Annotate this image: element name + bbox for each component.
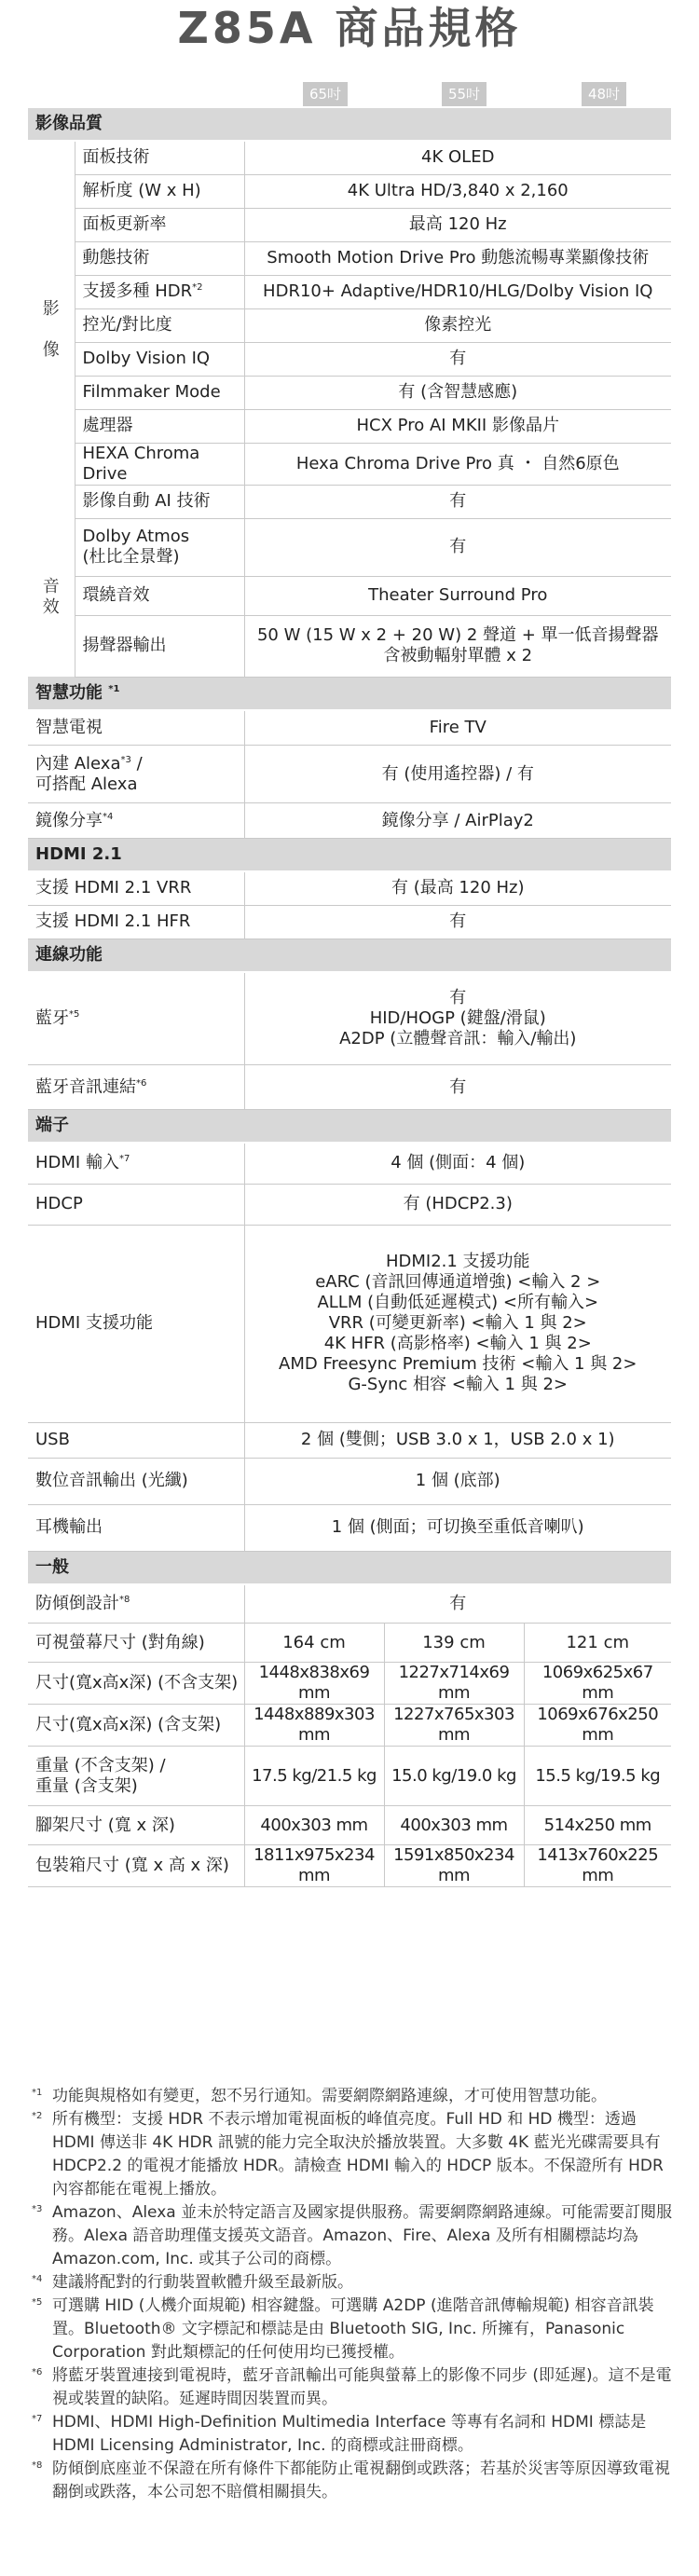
footnote-text: 將藍牙裝置連接到電視時，藍牙音訊輸出可能與螢幕上的影像不同步 (即延遲)。這不是電視或裝置的缺陷。延遲時間因裝置而異。	[52, 2366, 672, 2408]
size-header-48: 48吋	[582, 82, 626, 106]
spec-label: 鏡像分享$^{*4}$	[28, 803, 244, 839]
spec-label: 包裝箱尺寸 (寬 x 高 x 深)	[28, 1845, 244, 1887]
spec-value: 有	[244, 905, 671, 939]
spec-value: Smooth Motion Drive Pro 動態流暢專業顯像技術	[244, 241, 671, 275]
footnote-mark: *4	[32, 2274, 43, 2284]
spec-value: 2 個 (雙側；USB 3.0 x 1，USB 2.0 x 1)	[244, 1422, 671, 1458]
section-title: 連線功能	[28, 939, 671, 972]
size-value: 121 cm	[524, 1624, 671, 1663]
size-value: 15.5 kg/19.5 kg	[524, 1747, 671, 1806]
spec-label: 尺寸(寬x高x深) (含支架)	[28, 1705, 244, 1747]
spec-label: 環繞音效	[75, 576, 244, 615]
size-value: 1227x765x303 mm	[384, 1705, 524, 1747]
table-row	[28, 1806, 671, 1845]
size-value: 1448x889x303 mm	[244, 1705, 384, 1747]
spec-label: 智慧電視	[28, 710, 244, 746]
spec-label: 支援 HDMI 2.1 VRR	[28, 871, 244, 905]
spec-value: 4K Ultra HD/3,840 x 2,160	[244, 174, 671, 208]
section-title: 智慧功能 $^{*1}$	[28, 677, 671, 710]
footnote-mark: *7	[32, 2414, 43, 2424]
spec-label: 面板技術	[75, 141, 244, 174]
footnote	[32, 2108, 675, 2201]
table-row	[28, 1705, 671, 1747]
footnote-text: Amazon、Alexa 並未於特定語言及國家提供服務。需要網際網路連線。可能需要訂閱服務。Alexa 語音助理僅支援英文語音。Amazon、Fire、Alexa 及所有相關標誌均為 Amazon.com, Inc. 或其子公司的商標。	[52, 2203, 673, 2268]
spec-label: 動態技術	[75, 241, 244, 275]
size-header-55: 55吋	[442, 82, 487, 106]
size-value: 1591x850x234 mm	[384, 1845, 524, 1887]
spec-label: 尺寸(寬x高x深) (不含支架)	[28, 1663, 244, 1705]
size-value: 164 cm	[244, 1624, 384, 1663]
spec-value: Fire TV	[244, 710, 671, 746]
size-value: 400x303 mm	[244, 1806, 384, 1845]
group-label-picture: 影 像	[42, 299, 60, 360]
footnotes	[32, 2085, 675, 2504]
spec-label: 防傾倒設計$^{*8}$	[28, 1584, 244, 1624]
footnote-text: 功能與規格如有變更，恕不另行通知。需要網際網路連線，才可使用智慧功能。	[52, 2087, 607, 2105]
table-row	[28, 1624, 671, 1663]
spec-value: HCX Pro AI MKII 影像晶片	[244, 409, 671, 443]
spec-value: 有	[244, 518, 671, 576]
spec-label: 面板更新率	[75, 208, 244, 241]
spec-value: 鏡像分享 / AirPlay2	[244, 803, 671, 839]
footnote-text: 所有機型：支援 HDR 不表示增加電視面板的峰值亮度。Full HD 和 HD 機型：透過 HDMI 傳送非 4K HDR 訊號的能力完全取決於播放裝置。大多數 4K 藍光光碟需要具有 HDCP2.2 的電視才能播放 HDR。請檢查 HDMI 輸入的 HDCP 版本。不保證所有 HDR 內容都能在電視上播放。	[52, 2110, 664, 2199]
section-title: 端子	[28, 1110, 671, 1144]
size-value: 1413x760x225 mm	[524, 1845, 671, 1887]
spec-value: HDMI2.1 支援功能 eARC (音訊回傳通道增強) <輸入 2 > ALLM (自動低延遲模式) <所有輸入> VRR (可變更新率) <輸入 1 與 2> 4K HFR (高影格率) <輸入 1 與 2> AMD Freesync Premium 技術 <輸入 1 與 2> G-Sync 相容 <輸入 1 與 2>	[244, 1225, 671, 1422]
spec-label: 揚聲器輸出	[75, 615, 244, 677]
size-value: 400x303 mm	[384, 1806, 524, 1845]
spec-label: HDMI 輸入$^{*7}$	[28, 1143, 244, 1184]
spec-label: 藍牙$^{*5}$	[28, 972, 244, 1065]
spec-label: 支援多種 HDR$^{*2}$	[75, 275, 244, 308]
spec-label: Filmmaker Mode	[75, 376, 244, 409]
spec-value: 像素控光	[244, 308, 671, 342]
spec-value: 有	[244, 1065, 671, 1110]
spec-value: HDR10+ Adaptive/HDR10/HLG/Dolby Vision IQ	[244, 275, 671, 308]
spec-value: 4K OLED	[244, 141, 671, 174]
size-header-65: 65吋	[303, 82, 348, 106]
spec-label: Dolby Atmos (杜比全景聲)	[75, 518, 244, 576]
spec-value: 1 個 (側面；可切換至重低音喇叭)	[244, 1504, 671, 1551]
spec-value: 有 (含智慧感應)	[244, 376, 671, 409]
section-title: 一般	[28, 1551, 671, 1584]
footnote	[32, 2364, 675, 2411]
footnote-mark: *1	[32, 2088, 43, 2098]
spec-value: 有 (使用遙控器) / 有	[244, 746, 671, 803]
size-value: 15.0 kg/19.0 kg	[384, 1747, 524, 1806]
spec-label: HDCP	[28, 1184, 244, 1225]
spec-value: 有 (HDCP2.3)	[244, 1184, 671, 1225]
footnote	[32, 2201, 675, 2271]
footnote	[32, 2085, 675, 2108]
footnote-text: 建議將配對的行動裝置軟體升級至最新版。	[52, 2273, 353, 2292]
spec-label: 支援 HDMI 2.1 HFR	[28, 905, 244, 939]
spec-value: 有	[244, 1584, 671, 1624]
spec-value: 50 W (15 W x 2 + 20 W) 2 聲道 + 單一低音揚聲器 含被動輻射單體 x 2	[244, 615, 671, 677]
general-size-rows	[28, 1624, 671, 1887]
spec-value: Hexa Chroma Drive Pro 真 ・ 自然6原色	[244, 443, 671, 485]
table-row	[28, 1663, 671, 1705]
footnote-mark: *8	[32, 2460, 43, 2471]
footnote-mark: *6	[32, 2367, 43, 2377]
spec-value: 有	[244, 485, 671, 518]
spec-value: 有 HID/HOGP (鍵盤/滑鼠) A2DP (立體聲音訊：輸入/輸出)	[244, 972, 671, 1065]
table-row	[28, 1747, 671, 1806]
footnote	[32, 2411, 675, 2458]
spec-value: 有	[244, 342, 671, 376]
spec-value: 有 (最高 120 Hz)	[244, 871, 671, 905]
table-row	[28, 1845, 671, 1887]
size-value: 514x250 mm	[524, 1806, 671, 1845]
spec-label: 控光/對比度	[75, 308, 244, 342]
audio-section	[28, 518, 671, 677]
spec-table	[28, 108, 671, 1887]
spec-label: 藍牙音訊連結$^{*6}$	[28, 1065, 244, 1110]
footnote	[32, 2271, 675, 2295]
spec-value: 4 個 (側面：4 個)	[244, 1143, 671, 1184]
spec-label: 內建 Alexa$^{*3}$ / 可搭配 Alexa	[28, 746, 244, 803]
size-value: 1227x714x69 mm	[384, 1663, 524, 1705]
spec-label: 影像自動 AI 技術	[75, 485, 244, 518]
spec-label: 腳架尺寸 (寬 x 深)	[28, 1806, 244, 1845]
picture-section	[28, 108, 671, 518]
spec-label: 處理器	[75, 409, 244, 443]
footnote-mark: *3	[32, 2204, 43, 2214]
footnote-text: 可選購 HID (人機介面規範) 相容鍵盤。可選購 A2DP (進階音訊傳輸規範) 相容音訊裝置。Bluetooth® 文字標記和標誌是由 Bluetooth SIG, Inc. 所擁有，Panasonic Corporation 對此類標記的任何使用均已獲授權。	[52, 2296, 654, 2362]
spec-label: HDMI 支援功能	[28, 1225, 244, 1422]
footnote-mark: *5	[32, 2297, 43, 2308]
size-value: 17.5 kg/21.5 kg	[244, 1747, 384, 1806]
footnote	[32, 2458, 675, 2504]
spec-value: 1 個 (底部)	[244, 1458, 671, 1504]
spec-label: 解析度 (W x H)	[75, 174, 244, 208]
spec-label: HEXA Chroma Drive	[75, 443, 244, 485]
group-label-audio: 音 效	[42, 577, 60, 617]
size-value: 1069x625x67 mm	[524, 1663, 671, 1705]
footnote	[32, 2295, 675, 2364]
spec-label: 可視螢幕尺寸 (對角線)	[28, 1624, 244, 1663]
footnote-text: 防傾倒底座並不保證在所有條件下都能防止電視翻倒或跌落；若基於災害等原因導致電視翻倒或跌落，本公司恕不賠償相關損失。	[52, 2460, 670, 2501]
spec-label: USB	[28, 1422, 244, 1458]
size-value: 139 cm	[384, 1624, 524, 1663]
footnote-text: HDMI、HDMI High-Definition Multimedia Interface 等專有名詞和 HDMI 標誌是 HDMI Licensing Administrator, Inc. 的商標或註冊商標。	[52, 2413, 647, 2455]
section-title: 影像品質	[28, 108, 671, 141]
spec-label: 耳機輸出	[28, 1504, 244, 1551]
size-value: 1811x975x234 mm	[244, 1845, 384, 1887]
spec-value: 最高 120 Hz	[244, 208, 671, 241]
size-value: 1448x838x69 mm	[244, 1663, 384, 1705]
spec-label: 重量 (不含支架) / 重量 (含支架)	[28, 1747, 244, 1806]
spec-label: Dolby Vision IQ	[75, 342, 244, 376]
page-title: Z85A 商品規格	[177, 3, 522, 53]
spec-label: 數位音訊輸出 (光纖)	[28, 1458, 244, 1504]
section-title: HDMI 2.1	[28, 839, 671, 872]
size-value: 1069x676x250 mm	[524, 1705, 671, 1747]
spec-value: Theater Surround Pro	[244, 576, 671, 615]
footnote-mark: *2	[32, 2111, 43, 2121]
